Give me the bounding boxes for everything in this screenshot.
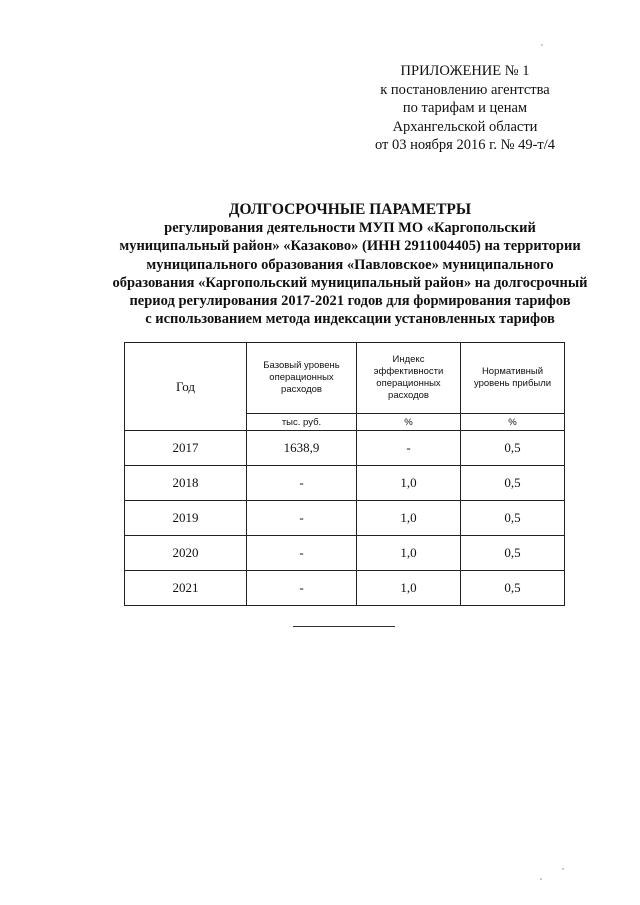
table-row [125, 571, 565, 606]
scan-speck [562, 868, 564, 870]
header-base-level: Базовый уровень операционных расходов [247, 343, 357, 414]
heading-line: с использованием метода индексации установленных тарифов [145, 311, 555, 328]
scan-speck [541, 44, 543, 46]
cell-base: - [247, 536, 357, 571]
table-row [125, 466, 565, 501]
header-efficiency-index: Индекс эффективности операционных расходов [357, 343, 461, 414]
cell-year: 2020 [125, 536, 247, 571]
cell-index: 1,0 [357, 466, 461, 501]
appendix-block [330, 62, 600, 155]
cell-profit: 0,5 [461, 501, 565, 536]
header-year: Год [125, 343, 247, 431]
heading-line: период регулирования 2017-2021 годов для формирования тарифов [129, 293, 571, 310]
cell-base: - [247, 501, 357, 536]
heading-line: муниципальный район» «Казаково» (ИНН 2911004405) на территории [119, 238, 581, 255]
scan-speck [540, 878, 542, 880]
unit-profit: % [461, 414, 565, 431]
cell-year: 2017 [125, 431, 247, 466]
cell-year: 2021 [125, 571, 247, 606]
document-title: ДОЛГОСРОЧНЫЕ ПАРАМЕТРЫ [228, 201, 472, 218]
document-heading [70, 201, 630, 328]
heading-line: регулирования деятельности МУП МО «Каргопольский [164, 220, 536, 237]
parameters-table [124, 342, 565, 606]
table-row [125, 431, 565, 466]
cell-profit: 0,5 [461, 431, 565, 466]
cell-year: 2019 [125, 501, 247, 536]
cell-year: 2018 [125, 466, 247, 501]
table-header-row [125, 343, 565, 414]
appendix-title: ПРИЛОЖЕНИЕ № 1 [400, 63, 530, 79]
heading-line: муниципального образования «Павловское» муниципального [146, 256, 554, 273]
cell-profit: 0,5 [461, 571, 565, 606]
appendix-line: по тарифам и ценам [402, 100, 528, 116]
cell-base: 1638,9 [247, 431, 357, 466]
appendix-line: Архангельской области [392, 118, 538, 135]
table-row [125, 501, 565, 536]
appendix-line: к постановлению агентства [380, 81, 550, 98]
header-profit-level: Нормативный уровень прибыли [461, 343, 565, 414]
cell-profit: 0,5 [461, 536, 565, 571]
cell-index: 1,0 [357, 501, 461, 536]
closing-separator-line [293, 626, 395, 627]
cell-index: 1,0 [357, 571, 461, 606]
cell-index: 1,0 [357, 536, 461, 571]
cell-base: - [247, 466, 357, 501]
cell-index: - [357, 431, 461, 466]
cell-base: - [247, 571, 357, 606]
unit-base: тыс. руб. [247, 414, 357, 431]
heading-line: образования «Каргопольский муниципальный район» на долгосрочный [112, 274, 588, 291]
cell-profit: 0,5 [461, 466, 565, 501]
table-row [125, 536, 565, 571]
appendix-line: от 03 ноября 2016 г. № 49-т/4 [374, 137, 556, 153]
unit-index: % [357, 414, 461, 431]
